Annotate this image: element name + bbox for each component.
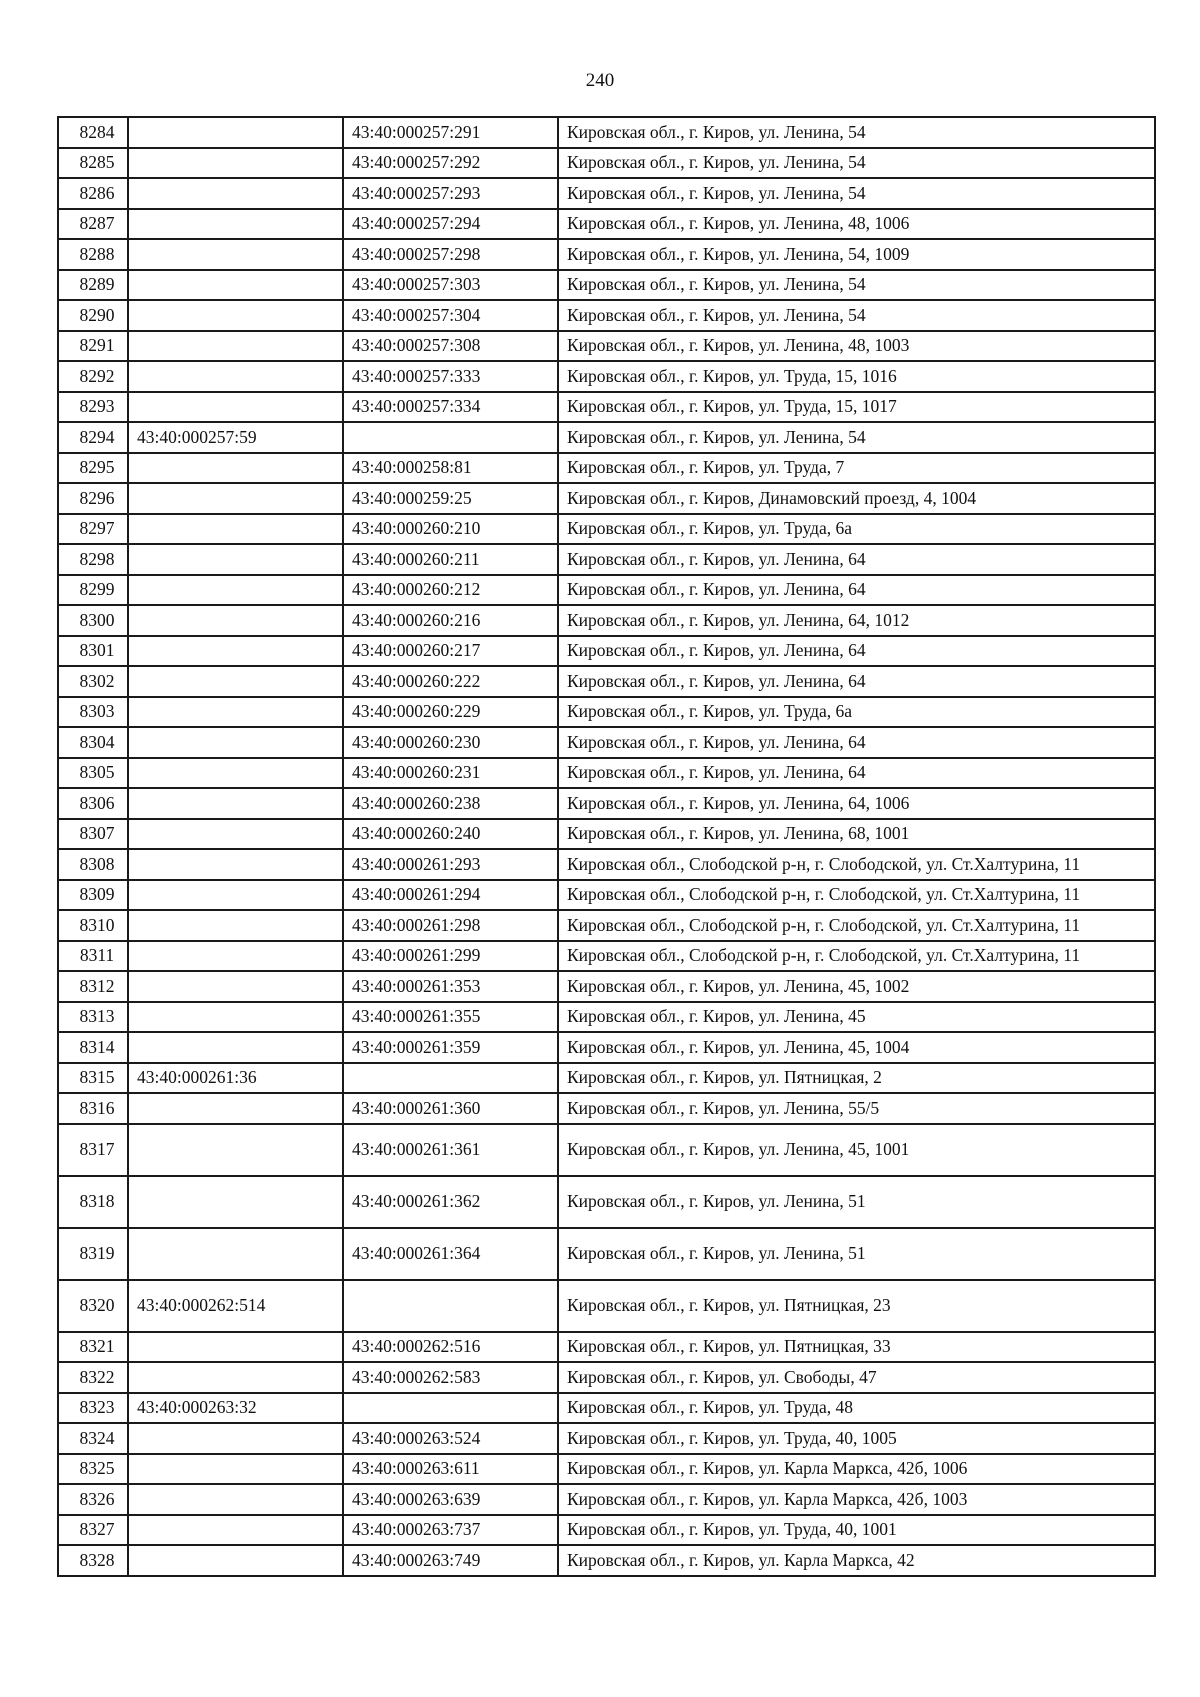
- table-row: [58, 971, 1155, 1002]
- building-number-cell: 43:40:000261:353: [343, 971, 558, 1002]
- table-row: [58, 849, 1155, 880]
- row-number-cell: 8324: [58, 1423, 128, 1454]
- table-row: [58, 1515, 1155, 1546]
- address-cell: Кировская обл., г. Киров, ул. Ленина, 54: [558, 300, 1155, 331]
- building-number-cell: [343, 1063, 558, 1094]
- table-row: [58, 819, 1155, 850]
- address-cell: Кировская обл., Слободской р-н, г. Слободской, ул. Ст.Халтурина, 11: [558, 849, 1155, 880]
- table-row: [58, 1362, 1155, 1393]
- parcel-number-cell: [128, 1093, 343, 1124]
- parcel-number-cell: [128, 1332, 343, 1363]
- table-row: [58, 1484, 1155, 1515]
- row-number-cell: 8319: [58, 1228, 128, 1280]
- table-row: [58, 178, 1155, 209]
- address-cell: Кировская обл., г. Киров, ул. Ленина, 54: [558, 117, 1155, 148]
- address-cell: Кировская обл., г. Киров, ул. Труда, 15, 1017: [558, 392, 1155, 423]
- parcel-number-cell: [128, 758, 343, 789]
- building-number-cell: 43:40:000261:294: [343, 880, 558, 911]
- building-number-cell: 43:40:000261:298: [343, 910, 558, 941]
- parcel-number-cell: [128, 636, 343, 667]
- row-number-cell: 8318: [58, 1176, 128, 1228]
- row-number-cell: 8285: [58, 148, 128, 179]
- building-number-cell: 43:40:000257:291: [343, 117, 558, 148]
- building-number-cell: [343, 1393, 558, 1424]
- parcel-number-cell: [128, 483, 343, 514]
- address-cell: Кировская обл., Слободской р-н, г. Слободской, ул. Ст.Халтурина, 11: [558, 910, 1155, 941]
- building-number-cell: 43:40:000260:210: [343, 514, 558, 545]
- table-row: [58, 1393, 1155, 1424]
- address-cell: Кировская обл., г. Киров, ул. Ленина, 64, 1006: [558, 788, 1155, 819]
- row-number-cell: 8303: [58, 697, 128, 728]
- address-cell: Кировская обл., г. Киров, ул. Ленина, 48, 1003: [558, 331, 1155, 362]
- address-cell: Кировская обл., г. Киров, ул. Ленина, 64: [558, 758, 1155, 789]
- row-number-cell: 8314: [58, 1032, 128, 1063]
- table-row: [58, 1280, 1155, 1332]
- address-cell: Кировская обл., г. Киров, ул. Труда, 6а: [558, 514, 1155, 545]
- table-row: [58, 758, 1155, 789]
- building-number-cell: 43:40:000260:212: [343, 575, 558, 606]
- row-number-cell: 8317: [58, 1124, 128, 1176]
- row-number-cell: 8313: [58, 1002, 128, 1033]
- address-cell: Кировская обл., г. Киров, ул. Ленина, 55/5: [558, 1093, 1155, 1124]
- table-row: [58, 422, 1155, 453]
- parcel-number-cell: [128, 117, 343, 148]
- table-row: [58, 727, 1155, 758]
- parcel-number-cell: 43:40:000262:514: [128, 1280, 343, 1332]
- row-number-cell: 8312: [58, 971, 128, 1002]
- row-number-cell: 8325: [58, 1454, 128, 1485]
- address-cell: Кировская обл., г. Киров, ул. Ленина, 64: [558, 636, 1155, 667]
- building-number-cell: 43:40:000263:611: [343, 1454, 558, 1485]
- row-number-cell: 8300: [58, 605, 128, 636]
- parcel-number-cell: [128, 1484, 343, 1515]
- table-row: [58, 453, 1155, 484]
- building-number-cell: 43:40:000261:293: [343, 849, 558, 880]
- address-cell: Кировская обл., г. Киров, ул. Ленина, 64, 1012: [558, 605, 1155, 636]
- address-cell: Кировская обл., г. Киров, ул. Труда, 15, 1016: [558, 361, 1155, 392]
- parcel-number-cell: [128, 666, 343, 697]
- building-number-cell: 43:40:000260:216: [343, 605, 558, 636]
- table-row: [58, 1032, 1155, 1063]
- table-row: [58, 1176, 1155, 1228]
- building-number-cell: 43:40:000261:362: [343, 1176, 558, 1228]
- table-row: [58, 544, 1155, 575]
- table-row: [58, 666, 1155, 697]
- parcel-number-cell: [128, 392, 343, 423]
- building-number-cell: 43:40:000261:355: [343, 1002, 558, 1033]
- building-number-cell: 43:40:000257:294: [343, 209, 558, 240]
- address-cell: Кировская обл., г. Киров, ул. Карла Маркса, 42: [558, 1545, 1155, 1576]
- row-number-cell: 8291: [58, 331, 128, 362]
- parcel-number-cell: [128, 910, 343, 941]
- building-number-cell: 43:40:000263:524: [343, 1423, 558, 1454]
- parcel-number-cell: 43:40:000261:36: [128, 1063, 343, 1094]
- row-number-cell: 8295: [58, 453, 128, 484]
- parcel-number-cell: [128, 788, 343, 819]
- table-row: [58, 117, 1155, 148]
- table-row: [58, 300, 1155, 331]
- row-number-cell: 8292: [58, 361, 128, 392]
- row-number-cell: 8293: [58, 392, 128, 423]
- parcel-number-cell: 43:40:000263:32: [128, 1393, 343, 1424]
- building-number-cell: 43:40:000261:360: [343, 1093, 558, 1124]
- building-number-cell: 43:40:000257:333: [343, 361, 558, 392]
- address-cell: Кировская обл., г. Киров, ул. Ленина, 45, 1004: [558, 1032, 1155, 1063]
- table-row: [58, 1093, 1155, 1124]
- table-row: [58, 575, 1155, 606]
- building-number-cell: 43:40:000257:334: [343, 392, 558, 423]
- table-row: [58, 1423, 1155, 1454]
- table-row: [58, 697, 1155, 728]
- address-cell: Кировская обл., г. Киров, ул. Ленина, 54: [558, 422, 1155, 453]
- table-row: [58, 1228, 1155, 1280]
- address-cell: Кировская обл., г. Киров, ул. Ленина, 64: [558, 666, 1155, 697]
- row-number-cell: 8322: [58, 1362, 128, 1393]
- row-number-cell: 8296: [58, 483, 128, 514]
- address-cell: Кировская обл., г. Киров, ул. Ленина, 54: [558, 148, 1155, 179]
- table-row: [58, 392, 1155, 423]
- address-cell: Кировская обл., г. Киров, ул. Пятницкая, 2: [558, 1063, 1155, 1094]
- row-number-cell: 8309: [58, 880, 128, 911]
- building-number-cell: 43:40:000261:299: [343, 941, 558, 972]
- building-number-cell: 43:40:000263:749: [343, 1545, 558, 1576]
- building-number-cell: 43:40:000260:238: [343, 788, 558, 819]
- row-number-cell: 8320: [58, 1280, 128, 1332]
- row-number-cell: 8328: [58, 1545, 128, 1576]
- parcel-number-cell: [128, 1032, 343, 1063]
- row-number-cell: 8294: [58, 422, 128, 453]
- table-row: [58, 209, 1155, 240]
- address-cell: Кировская обл., г. Киров, ул. Ленина, 48, 1006: [558, 209, 1155, 240]
- building-number-cell: 43:40:000259:25: [343, 483, 558, 514]
- address-cell: Кировская обл., г. Киров, ул. Труда, 40, 1005: [558, 1423, 1155, 1454]
- row-number-cell: 8287: [58, 209, 128, 240]
- building-number-cell: [343, 422, 558, 453]
- parcel-number-cell: [128, 697, 343, 728]
- address-cell: Кировская обл., г. Киров, ул. Ленина, 45, 1001: [558, 1124, 1155, 1176]
- row-number-cell: 8315: [58, 1063, 128, 1094]
- row-number-cell: 8298: [58, 544, 128, 575]
- address-cell: Кировская обл., г. Киров, ул. Ленина, 54: [558, 178, 1155, 209]
- row-number-cell: 8289: [58, 270, 128, 301]
- table-row: [58, 605, 1155, 636]
- parcel-number-cell: [128, 544, 343, 575]
- address-cell: Кировская обл., г. Киров, Динамовский проезд, 4, 1004: [558, 483, 1155, 514]
- building-number-cell: 43:40:000263:639: [343, 1484, 558, 1515]
- row-number-cell: 8316: [58, 1093, 128, 1124]
- parcel-number-cell: 43:40:000257:59: [128, 422, 343, 453]
- parcel-number-cell: [128, 1228, 343, 1280]
- parcel-number-cell: [128, 1515, 343, 1546]
- parcel-number-cell: [128, 1454, 343, 1485]
- address-cell: Кировская обл., г. Киров, ул. Ленина, 68, 1001: [558, 819, 1155, 850]
- parcel-number-cell: [128, 727, 343, 758]
- row-number-cell: 8311: [58, 941, 128, 972]
- row-number-cell: 8302: [58, 666, 128, 697]
- row-number-cell: 8301: [58, 636, 128, 667]
- table-row: [58, 1454, 1155, 1485]
- table-row: [58, 910, 1155, 941]
- table-row: [58, 514, 1155, 545]
- building-number-cell: 43:40:000261:359: [343, 1032, 558, 1063]
- parcel-number-cell: [128, 209, 343, 240]
- building-number-cell: 43:40:000257:293: [343, 178, 558, 209]
- parcel-number-cell: [128, 1124, 343, 1176]
- address-cell: Кировская обл., г. Киров, ул. Труда, 48: [558, 1393, 1155, 1424]
- address-cell: Кировская обл., г. Киров, ул. Ленина, 51: [558, 1228, 1155, 1280]
- row-number-cell: 8321: [58, 1332, 128, 1363]
- table-row: [58, 239, 1155, 270]
- building-number-cell: 43:40:000257:304: [343, 300, 558, 331]
- parcel-number-cell: [128, 941, 343, 972]
- row-number-cell: 8305: [58, 758, 128, 789]
- table-row: [58, 941, 1155, 972]
- address-cell: Кировская обл., г. Киров, ул. Труда, 40, 1001: [558, 1515, 1155, 1546]
- address-cell: Кировская обл., г. Киров, ул. Карла Маркса, 42б, 1003: [558, 1484, 1155, 1515]
- table-row: [58, 148, 1155, 179]
- address-cell: Кировская обл., г. Киров, ул. Пятницкая, 33: [558, 1332, 1155, 1363]
- parcel-number-cell: [128, 1423, 343, 1454]
- parcel-number-cell: [128, 575, 343, 606]
- parcel-number-cell: [128, 1176, 343, 1228]
- building-number-cell: 43:40:000257:298: [343, 239, 558, 270]
- building-number-cell: 43:40:000261:361: [343, 1124, 558, 1176]
- table-row: [58, 636, 1155, 667]
- address-cell: Кировская обл., г. Киров, ул. Труда, 7: [558, 453, 1155, 484]
- row-number-cell: 8326: [58, 1484, 128, 1515]
- table-row: [58, 1124, 1155, 1176]
- building-number-cell: 43:40:000262:516: [343, 1332, 558, 1363]
- building-number-cell: 43:40:000257:308: [343, 331, 558, 362]
- address-cell: Кировская обл., г. Киров, ул. Ленина, 51: [558, 1176, 1155, 1228]
- address-cell: Кировская обл., г. Киров, ул. Ленина, 64: [558, 575, 1155, 606]
- building-number-cell: 43:40:000260:229: [343, 697, 558, 728]
- parcel-number-cell: [128, 514, 343, 545]
- parcel-number-cell: [128, 971, 343, 1002]
- row-number-cell: 8304: [58, 727, 128, 758]
- building-number-cell: 43:40:000260:230: [343, 727, 558, 758]
- parcel-number-cell: [128, 148, 343, 179]
- row-number-cell: 8307: [58, 819, 128, 850]
- building-number-cell: 43:40:000258:81: [343, 453, 558, 484]
- parcel-number-cell: [128, 819, 343, 850]
- parcel-number-cell: [128, 849, 343, 880]
- row-number-cell: 8327: [58, 1515, 128, 1546]
- address-cell: Кировская обл., г. Киров, ул. Ленина, 54, 1009: [558, 239, 1155, 270]
- parcel-number-cell: [128, 270, 343, 301]
- building-number-cell: 43:40:000260:211: [343, 544, 558, 575]
- address-cell: Кировская обл., г. Киров, ул. Ленина, 45: [558, 1002, 1155, 1033]
- parcel-number-cell: [128, 605, 343, 636]
- row-number-cell: 8323: [58, 1393, 128, 1424]
- building-number-cell: 43:40:000260:222: [343, 666, 558, 697]
- building-number-cell: 43:40:000260:217: [343, 636, 558, 667]
- address-cell: Кировская обл., г. Киров, ул. Свободы, 47: [558, 1362, 1155, 1393]
- registry-table: [57, 116, 1156, 1577]
- address-cell: Кировская обл., г. Киров, ул. Карла Маркса, 42б, 1006: [558, 1454, 1155, 1485]
- row-number-cell: 8286: [58, 178, 128, 209]
- parcel-number-cell: [128, 1002, 343, 1033]
- parcel-number-cell: [128, 300, 343, 331]
- building-number-cell: 43:40:000262:583: [343, 1362, 558, 1393]
- row-number-cell: 8290: [58, 300, 128, 331]
- table-row: [58, 270, 1155, 301]
- row-number-cell: 8310: [58, 910, 128, 941]
- parcel-number-cell: [128, 331, 343, 362]
- table-row: [58, 361, 1155, 392]
- building-number-cell: 43:40:000260:231: [343, 758, 558, 789]
- table-row: [58, 788, 1155, 819]
- parcel-number-cell: [128, 453, 343, 484]
- table-row: [58, 880, 1155, 911]
- row-number-cell: 8284: [58, 117, 128, 148]
- address-cell: Кировская обл., г. Киров, ул. Ленина, 54: [558, 270, 1155, 301]
- table-row: [58, 1002, 1155, 1033]
- address-cell: Кировская обл., г. Киров, ул. Ленина, 64: [558, 727, 1155, 758]
- row-number-cell: 8306: [58, 788, 128, 819]
- row-number-cell: 8297: [58, 514, 128, 545]
- address-cell: Кировская обл., г. Киров, ул. Ленина, 64: [558, 544, 1155, 575]
- building-number-cell: 43:40:000260:240: [343, 819, 558, 850]
- address-cell: Кировская обл., Слободской р-н, г. Слободской, ул. Ст.Халтурина, 11: [558, 880, 1155, 911]
- building-number-cell: 43:40:000263:737: [343, 1515, 558, 1546]
- building-number-cell: 43:40:000257:292: [343, 148, 558, 179]
- row-number-cell: 8308: [58, 849, 128, 880]
- parcel-number-cell: [128, 239, 343, 270]
- address-cell: Кировская обл., г. Киров, ул. Пятницкая, 23: [558, 1280, 1155, 1332]
- table-row: [58, 1545, 1155, 1576]
- table-row: [58, 331, 1155, 362]
- parcel-number-cell: [128, 880, 343, 911]
- table-row: [58, 1332, 1155, 1363]
- parcel-number-cell: [128, 361, 343, 392]
- building-number-cell: 43:40:000257:303: [343, 270, 558, 301]
- parcel-number-cell: [128, 178, 343, 209]
- registry-table-body: [58, 117, 1155, 1576]
- address-cell: Кировская обл., г. Киров, ул. Труда, 6а: [558, 697, 1155, 728]
- building-number-cell: 43:40:000261:364: [343, 1228, 558, 1280]
- parcel-number-cell: [128, 1362, 343, 1393]
- address-cell: Кировская обл., г. Киров, ул. Ленина, 45, 1002: [558, 971, 1155, 1002]
- page-number: 240: [585, 70, 615, 91]
- table-row: [58, 1063, 1155, 1094]
- building-number-cell: [343, 1280, 558, 1332]
- row-number-cell: 8288: [58, 239, 128, 270]
- row-number-cell: 8299: [58, 575, 128, 606]
- address-cell: Кировская обл., Слободской р-н, г. Слободской, ул. Ст.Халтурина, 11: [558, 941, 1155, 972]
- parcel-number-cell: [128, 1545, 343, 1576]
- table-row: [58, 483, 1155, 514]
